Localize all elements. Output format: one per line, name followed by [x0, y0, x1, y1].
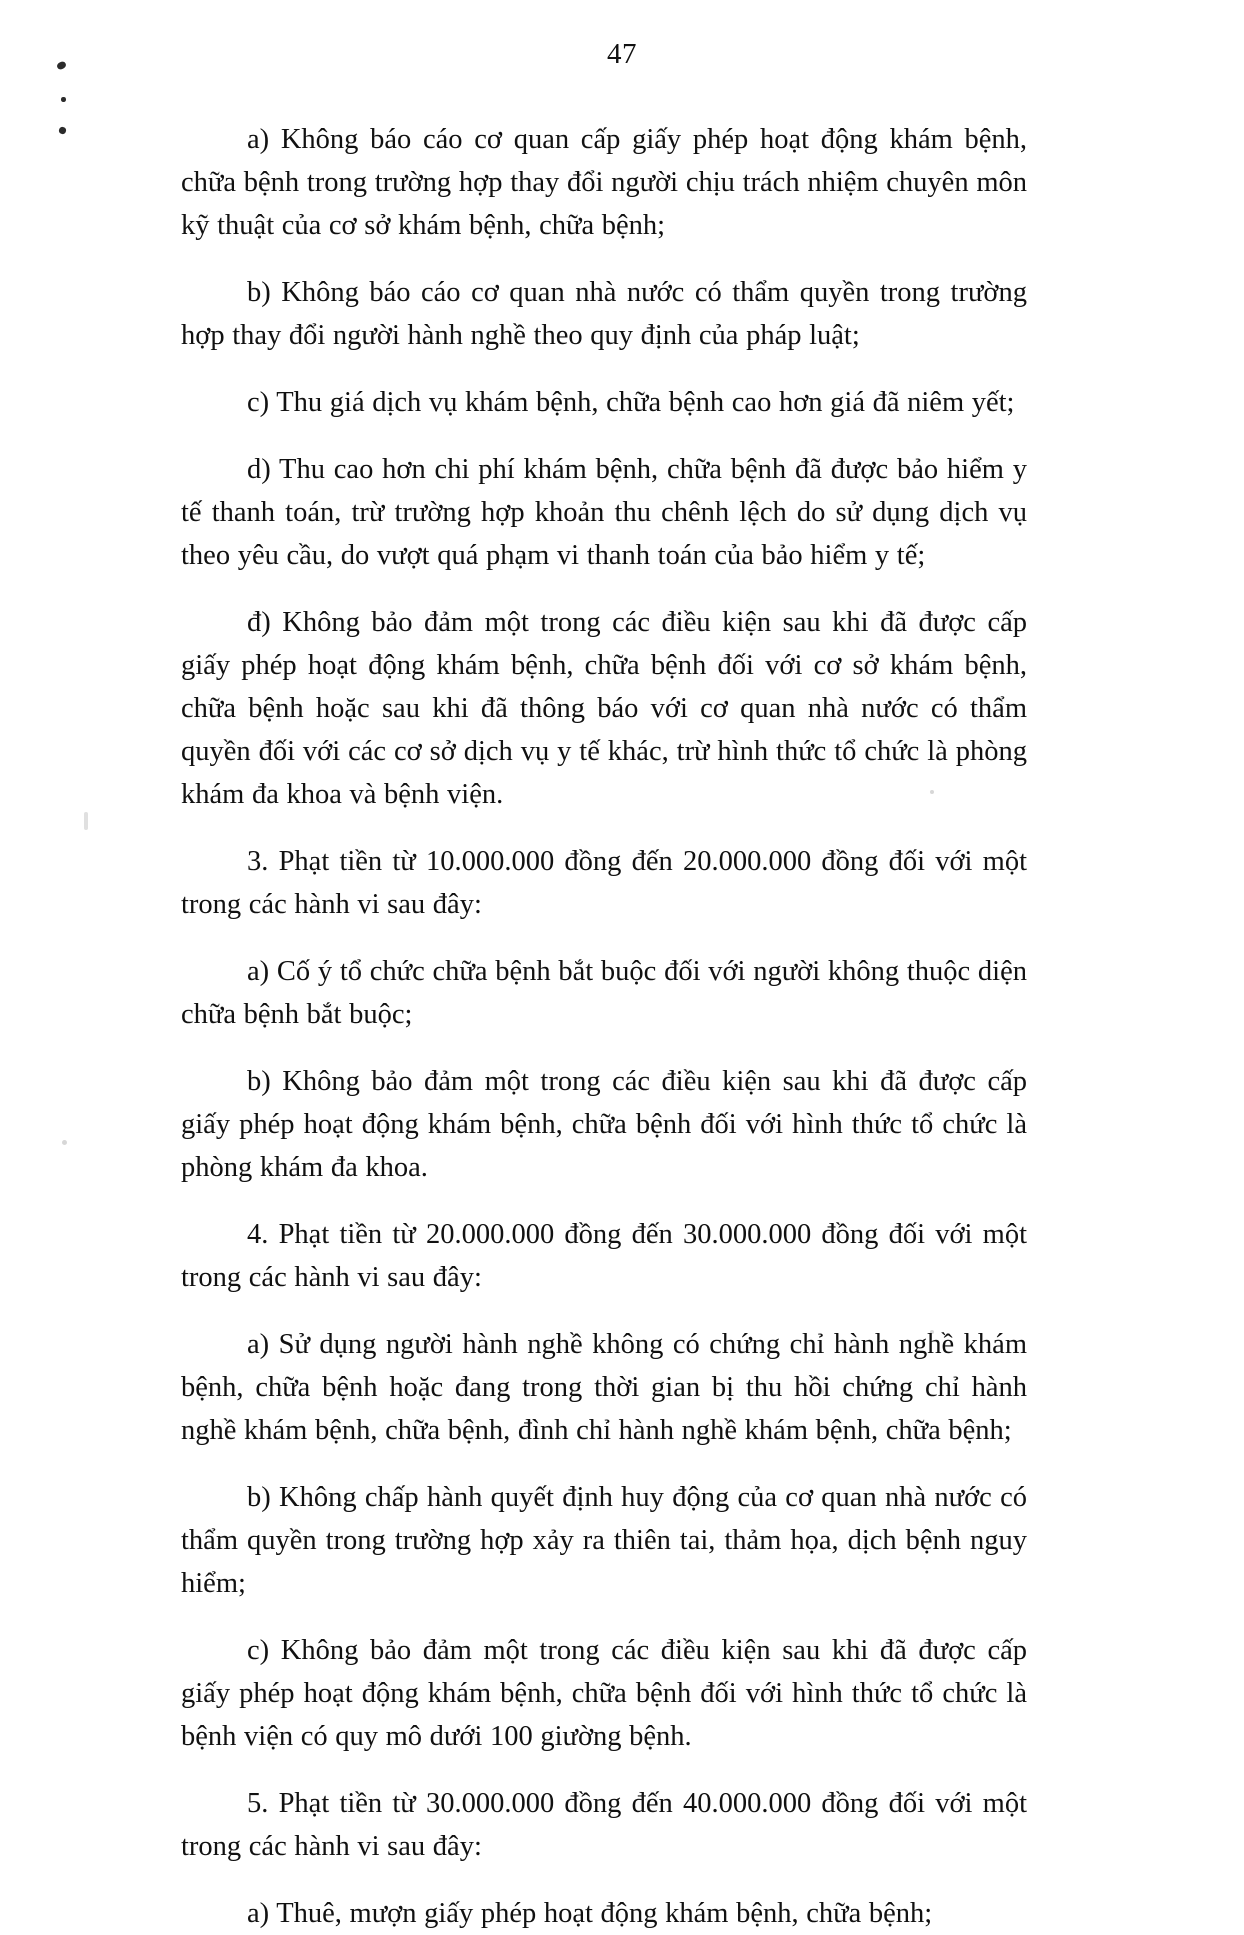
paragraph-2b: b) Không báo cáo cơ quan nhà nước có thẩm quyền trong trường hợp thay đổi người hành nghề theo quy định của pháp luật; — [181, 277, 1027, 351]
paragraph-2c: c) Thu giá dịch vụ khám bệnh, chữa bệnh cao hơn giá đã niêm yết; — [247, 387, 1015, 418]
paragraph-4c: c) Không bảo đảm một trong các điều kiện sau khi đã được cấp giấy phép hoạt động khám bệnh, chữa bệnh đối với hình thức tổ chức là bệnh viện có quy mô dưới 100 giường bệnh. — [181, 1635, 1027, 1752]
paragraph-2d: d) Thu cao hơn chi phí khám bệnh, chữa bệnh đã được bảo hiểm y tế thanh toán, trừ trường hợp khoản thu chênh lệch do sử dụng dịch vụ theo yêu cầu, do vượt quá phạm vi thanh toán của bảo hiểm y tế; — [181, 454, 1027, 571]
paragraph-2a: a) Không báo cáo cơ quan cấp giấy phép hoạt động khám bệnh, chữa bệnh trong trường hợp thay đổi người chịu trách nhiệm chuyên môn kỹ thuật của cơ sở khám bệnh, chữa bệnh; — [181, 124, 1027, 241]
paragraph-4a: a) Sử dụng người hành nghề không có chứng chỉ hành nghề khám bệnh, chữa bệnh hoặc đang trong thời gian bị thu hồi chứng chỉ hành nghề khám bệnh, chữa bệnh, đình chỉ hành nghề khám bệnh, chữa bệnh; — [181, 1329, 1027, 1446]
paragraph-5a: a) Thuê, mượn giấy phép hoạt động khám bệnh, chữa bệnh; — [247, 1898, 933, 1929]
page-number: 47 — [607, 38, 637, 70]
clause-5: 5. Phạt tiền từ 30.000.000 đồng đến 40.000.000 đồng đối với một trong các hành vi sau đây: — [181, 1788, 1027, 1862]
scan-artifact — [62, 1140, 67, 1145]
paragraph-3b: b) Không bảo đảm một trong các điều kiện sau khi đã được cấp giấy phép hoạt động khám bệnh, chữa bệnh đối với hình thức tổ chức là phòng khám đa khoa. — [181, 1066, 1027, 1183]
paragraph-3a: a) Cố ý tổ chức chữa bệnh bắt buộc đối với người không thuộc diện chữa bệnh bắt buộc; — [181, 956, 1027, 1030]
scan-artifact — [84, 812, 88, 830]
paragraph-2dd: đ) Không bảo đảm một trong các điều kiện sau khi đã được cấp giấy phép hoạt động khám bệnh, chữa bệnh đối với cơ sở khám bệnh, chữa bệnh hoặc sau khi đã thông báo với cơ quan nhà nước có thẩm quyền đối với các cơ sở dịch vụ y tế khác, trừ hình thức tổ chức là phòng khám đa khoa và bệnh viện. — [181, 607, 1027, 810]
paragraph-4b: b) Không chấp hành quyết định huy động của cơ quan nhà nước có thẩm quyền trong trường hợp xảy ra thiên tai, thảm họa, dịch bệnh nguy hiểm; — [181, 1482, 1027, 1599]
clause-3: 3. Phạt tiền từ 10.000.000 đồng đến 20.000.000 đồng đối với một trong các hành vi sau đây: — [181, 846, 1027, 920]
scan-speck — [58, 126, 67, 135]
document-body — [181, 118, 1027, 1935]
scan-speck — [61, 97, 66, 102]
clause-4: 4. Phạt tiền từ 20.000.000 đồng đến 30.000.000 đồng đối với một trong các hành vi sau đây: — [181, 1219, 1027, 1293]
